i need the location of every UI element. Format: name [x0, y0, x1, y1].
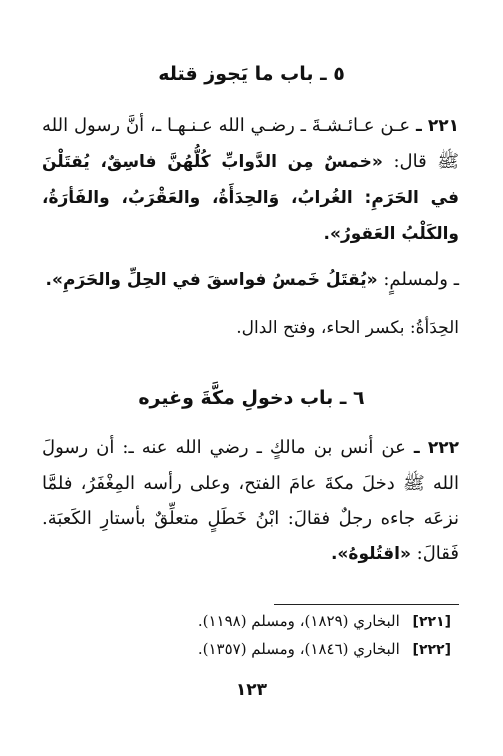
- hadith-221-intro: عـن عـائـشـةَ ـ رضـي الله عـنـهـا ـ، أنَّ رسول الله ﷺ قال:: [42, 115, 459, 172]
- footnote-222: [42, 638, 451, 661]
- footnote-222-muslim: ومسلم (١٣٥٧).: [197, 640, 295, 658]
- footnote-221-ref: [٢٢١]: [412, 614, 451, 630]
- hadith-222-intro: عن أنس بن مالكٍ ـ رضي الله عنه ـ: أن رسولَ الله ﷺ دخلَ مكةَ عامَ الفتح، وعلى رأسه المِغْفَرُ، فلمَّا نزعَه جاءه رجلٌ فقالَ: ابْنُ خَطَلٍ متعلِّقٌ بأستارِ الكَعبَة. فَقالَ:: [42, 437, 459, 564]
- hadith-221-number: ٢٢١ ـ: [415, 116, 459, 136]
- definition-note: الحِدَأةُ: بكسر الحاء، وفتح الدال.: [236, 318, 459, 338]
- footnote-222-bukhari: البخاري (١٨٤٦)،: [299, 640, 400, 658]
- footnote-221-bukhari: البخاري (١٨٢٩)،: [299, 612, 400, 630]
- muslim-variant-intro: ـ ولمسلمٍ:: [383, 269, 459, 290]
- muslim-variant-quote: «يُقتَلُ خَمسُ فواسقَ في الحِلِّ والحَرَمِ».: [45, 270, 378, 290]
- hadith-221-quote: «خمسٌ مِن الدَّوابِّ كُلُّهُنَّ فاسِقٌ، يُقتَلْنَ في الحَرَمِ: الغُرابُ، وَالحِدَأَةُ، والعَقْرَبُ، والفَأرَةُ، والكَلْبُ العَقورُ».: [42, 152, 459, 244]
- footnote-222-ref: [٢٢٢]: [412, 642, 451, 658]
- hadith-222-number: ٢٢٢ ـ: [413, 438, 459, 458]
- footnote-221: [42, 610, 451, 633]
- hadith-222-quote: «اقتُلوهُ».: [330, 544, 411, 564]
- hadith-222-paragraph: [42, 430, 459, 572]
- footnote-221-muslim: ومسلم (١١٩٨).: [197, 612, 295, 630]
- section-5-heading: ٥ ـ باب ما يَجوز قتله: [158, 63, 345, 85]
- muslim-variant-line: [42, 262, 459, 298]
- hadith-221-paragraph: [42, 108, 459, 252]
- section-6-heading: ٦ ـ باب دخولِ مكَّةَ وغيره: [138, 387, 365, 409]
- page-number: ١٢٣: [235, 680, 268, 700]
- footnote-divider: [274, 604, 459, 605]
